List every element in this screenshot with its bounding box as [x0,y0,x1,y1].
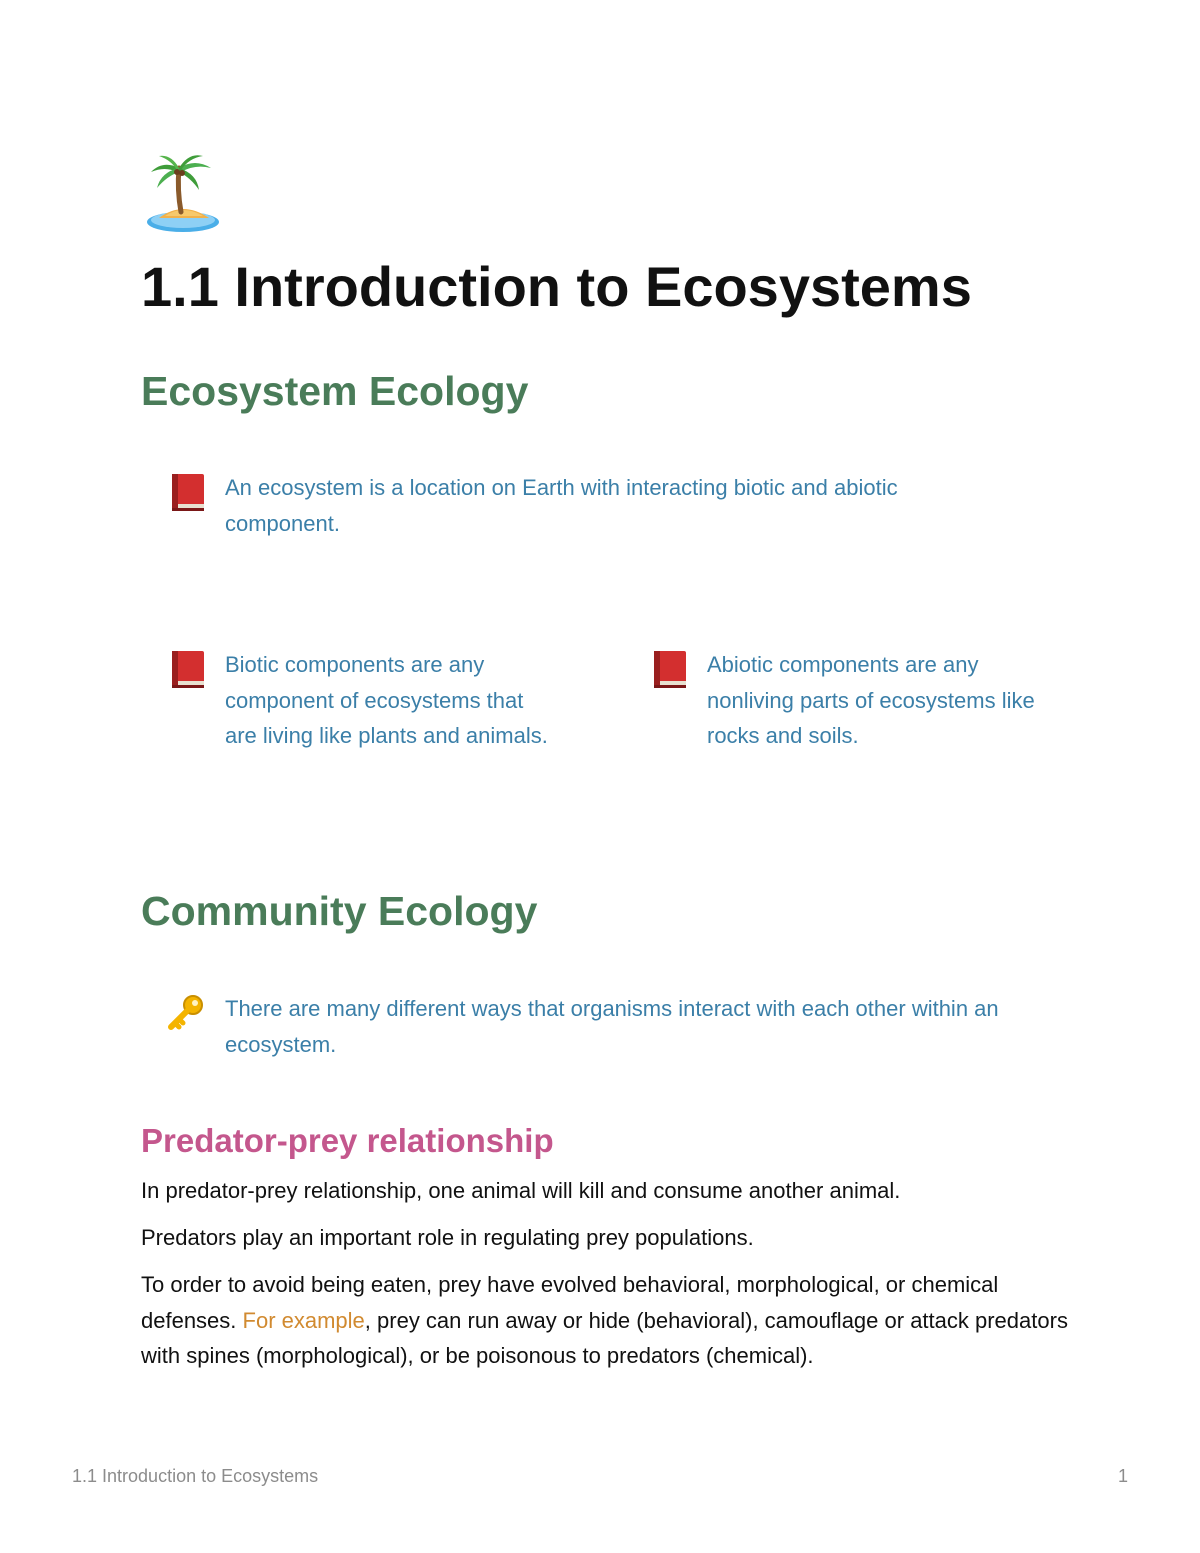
ecosystem-ecology-heading: Ecosystem Ecology [141,368,529,414]
palm-island-icon [141,150,225,238]
ecosystem-definition-text: An ecosystem is a location on Earth with interacting biotic and abiotic component. [225,475,898,536]
red-book-icon [168,470,208,514]
predator-prey-paragraph-2: Predators play an important role in regulating prey populations. [141,1225,754,1250]
ecosystem-definition-callout [168,470,968,541]
page-number: 1 [1117,1466,1128,1486]
red-book-icon [650,647,690,691]
key-icon [165,991,205,1035]
red-book-icon [168,647,208,691]
for-example-highlight: For example [242,1307,365,1333]
community-ecology-heading: Community Ecology [141,888,538,934]
biotic-definition-text: Biotic components are any component of ecosystems that are living like plants and animals. [225,652,548,748]
community-interaction-text: There are many different ways that organisms interact with each other within an ecosystem. [225,996,999,1057]
abiotic-definition-text: Abiotic components are any nonliving parts of ecosystems like rocks and soils. [707,652,1035,748]
predator-prey-paragraph-3 [141,1267,1071,1374]
page-title: 1.1 Introduction to Ecosystems [141,255,972,318]
footer-title: 1.1 Introduction to Ecosystems [72,1466,319,1486]
biotic-callout [168,647,560,754]
predator-prey-paragraph-1: In predator-prey relationship, one animal will kill and consume another animal. [141,1178,901,1203]
predator-prey-heading: Predator-prey relationship [141,1122,554,1159]
community-interaction-callout [165,991,1025,1062]
abiotic-callout [650,647,1042,754]
paragraph-3-text-start: To order to avoid being eaten, prey have evolved behavioral, morphological, or chemical defenses. [141,1272,999,1333]
paragraph-3-text-end: , prey can run away or hide (behavioral), camouflage or attack predators with spines (morphological), or be poisonous to predators (chemical). [141,1307,1068,1368]
